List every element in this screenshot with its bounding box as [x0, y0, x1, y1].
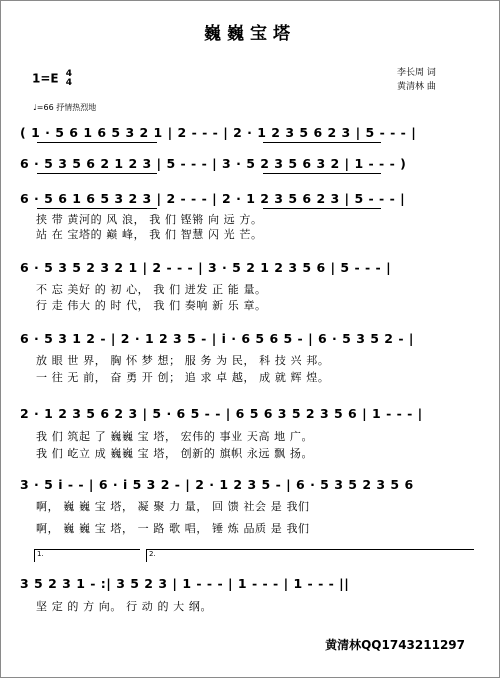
- score-row-7: 3 · 5 i - - | 6 · i 5 3 2 - | 2 · 1 2 3 5 - | 6 · 5 3 5 2 3 5 6: [20, 477, 414, 492]
- lyric-row-6-verse-2: 我 们 屹立 成 巍巍 宝 塔， 创新的 旗帜 永远 飘 扬。: [36, 447, 314, 460]
- lyric-row-7-verse-1: 啊， 巍 巍 宝 塔， 凝 聚 力 量， 回 馈 社会 是 我们: [36, 500, 310, 513]
- volta-first-ending: 1.: [34, 549, 140, 562]
- arranger-signature: 黄清林QQ1743211297: [325, 638, 465, 652]
- score-row-2: 6 · 5 3 5 6 2 1 2 3 | 5 - - - | 3 · 5 2 3 5 6 3 2 | 1 - - - ): [20, 156, 407, 171]
- volta-second-ending: 2.: [146, 549, 474, 562]
- score-row-5: 6 · 5 3 1 2 - | 2 · 1 2 3 5 - | i · 6 5 6 5 - | 6 · 5 3 5 2 - |: [20, 331, 414, 346]
- beam-line: [263, 142, 381, 143]
- beam-line: [37, 142, 157, 143]
- beam-line: [263, 173, 381, 174]
- score-row-4: 6 · 5 3 5 2 3 2 1 | 2 - - - | 3 · 5 2 1 2 3 5 6 | 5 - - - |: [20, 260, 392, 275]
- lyric-row-7-verse-2: 啊， 巍 巍 宝 塔， 一 路 歌 唱， 锤 炼 品质 是 我们: [36, 522, 310, 535]
- lyric-row-6-verse-1: 我 们 筑起 了 巍巍 宝 塔， 宏伟的 事业 天高 地 广。: [36, 430, 314, 443]
- time-numerator: 4: [65, 69, 73, 79]
- lyricist-credit: 李长周 词: [397, 68, 436, 78]
- tempo-marking: ♩=66 抒情热烈地: [33, 103, 97, 112]
- beam-line: [263, 208, 381, 209]
- beam-line: [37, 208, 157, 209]
- song-title: 巍巍宝塔: [204, 24, 296, 44]
- time-denominator: 4: [65, 78, 73, 88]
- beam-line: [37, 173, 157, 174]
- lyric-row-4-verse-2: 行 走 伟大 的 时 代， 我 们 奏响 新 乐 章。: [36, 299, 267, 312]
- lyric-row-8: 坚 定 的 方 向。 行 动 的 大 纲。: [36, 600, 213, 613]
- composer-credit: 黄清林 曲: [397, 82, 436, 92]
- lyric-row-5-verse-2: 一 往 无 前， 奋 勇 开 创； 追 求 卓 越， 成 就 辉 煌。: [36, 371, 330, 384]
- lyric-row-3-verse-2: 站 在 宝塔的 巅 峰， 我 们 智慧 闪 光 芒。: [36, 228, 263, 241]
- lyric-row-5-verse-1: 放 眼 世 界， 胸 怀 梦 想； 服 务 为 民， 科 技 兴 邦。: [36, 354, 330, 367]
- lyric-row-4-verse-1: 不 忘 美好 的 初 心， 我 们 迸发 正 能 量。: [36, 283, 267, 296]
- score-row-6: 2 · 1 2 3 5 6 2 3 | 5 · 6 5 - - | 6 5 6 3 5 2 3 5 6 | 1 - - - |: [20, 406, 423, 421]
- lyric-row-3-verse-1: 挟 带 黄河的 风 浪， 我 们 铿锵 向 远 方。: [36, 213, 263, 226]
- key-signature: [32, 70, 72, 88]
- score-row-8: 3 5 2 3 1 - :| 3 5 2 3 | 1 - - - | 1 - - - | 1 - - - ||: [20, 576, 350, 591]
- key-label: 1=E: [32, 71, 59, 86]
- score-row-3: 6 · 5 6 1 6 5 3 2 3 | 2 - - - | 2 · 1 2 3 5 6 2 3 | 5 - - - |: [20, 191, 406, 206]
- score-row-1: ( 1 · 5 6 1 6 5 3 2 1 | 2 - - - | 2 · 1 2 3 5 6 2 3 | 5 - - - |: [20, 125, 417, 140]
- time-signature: [66, 70, 72, 88]
